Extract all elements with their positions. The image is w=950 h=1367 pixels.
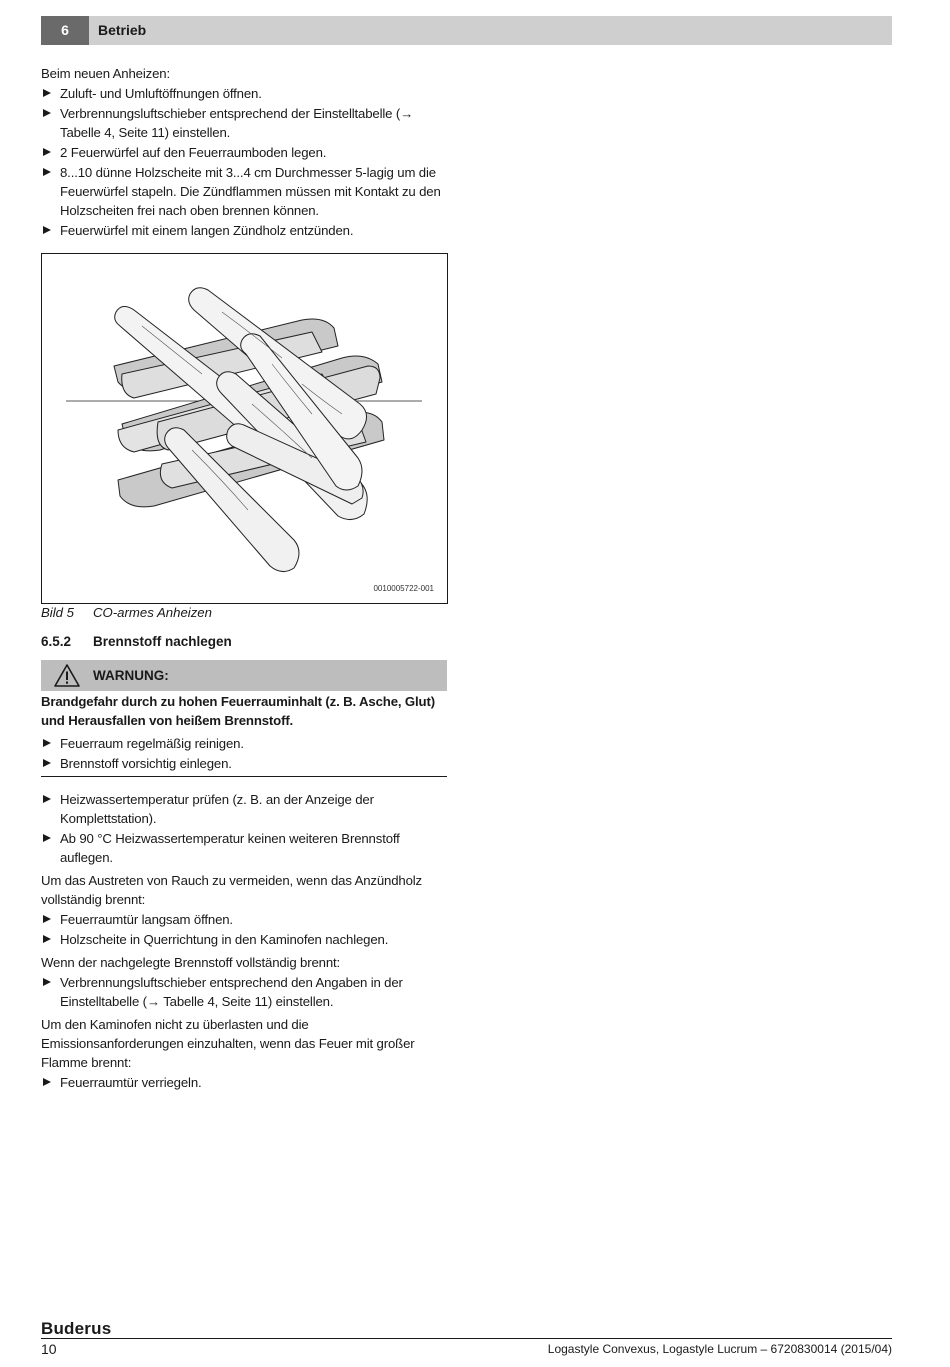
figure-caption-text: CO-armes Anheizen — [93, 605, 212, 620]
list-item: Holzscheite in Querrichtung in den Kaminofen nachlegen. — [41, 930, 448, 949]
list-item: Heizwassertemperatur prüfen (z. B. an der Anzeige der Komplettstation). — [41, 790, 448, 828]
warning-headline: Brandgefahr durch zu hohen Feuerrauminhalt (z. B. Asche, Glut) und Herausfallen von heißem Brennstoff. — [41, 694, 435, 728]
list-item: 2 Feuerwürfel auf den Feuerraumboden legen. — [41, 143, 448, 162]
list-item: Verbrennungsluftschieber entsprechend den Angaben in der Einstelltabelle (→ Tabelle 4, Seite 11) einstellen. — [41, 973, 448, 1011]
warning-triangle-icon — [53, 663, 81, 688]
warning-label: WARNUNG: — [93, 668, 169, 683]
figure-caption-number: Bild 5 — [41, 605, 74, 620]
intro-lead: Beim neuen Anheizen: — [41, 66, 170, 81]
page-number: 10 — [41, 1341, 57, 1357]
document-reference: Logastyle Convexus, Logastyle Lucrum – 6720830014 (2015/04) — [547, 1342, 892, 1356]
list-item: Ab 90 °C Heizwassertemperatur keinen weiteren Brennstoff auflegen. — [41, 829, 448, 867]
section-heading — [41, 634, 232, 649]
paragraph: Wenn der nachgelegte Brennstoff vollständig brennt: — [41, 955, 341, 970]
figure-log-stack — [41, 253, 448, 604]
chapter-number: 6 — [41, 16, 89, 45]
chapter-title: Betrieb — [98, 22, 147, 38]
list-item: Feuerraumtür verriegeln. — [41, 1073, 448, 1092]
footer-divider — [41, 1338, 892, 1339]
chapter-header — [41, 16, 892, 45]
paragraph: Um das Austreten von Rauch zu vermeiden, wenn das Anzündholz vollständig brennt: — [41, 873, 422, 907]
list-item: Feuerraumtür langsam öffnen. — [41, 910, 448, 929]
paragraph: Um den Kaminofen nicht zu überlasten und die Emissionsanforderungen einzuhalten, wenn das Feuer mit großer Flamme brennt: — [41, 1017, 415, 1070]
section-number: 6.5.2 — [41, 634, 72, 649]
figure-caption — [41, 605, 212, 620]
refuel-section — [41, 789, 448, 1092]
image-id: 0010005722-001 — [373, 584, 434, 593]
intro-section — [41, 64, 448, 240]
warning-body — [41, 692, 448, 773]
warning-divider — [41, 776, 447, 777]
log-stack-illustration — [42, 254, 447, 603]
list-item: Verbrennungsluftschieber entsprechend der Einstelltabelle (→ Tabelle 4, Seite 11) einstellen. — [41, 104, 448, 142]
list-item: Feuerraum regelmäßig reinigen. — [41, 734, 448, 753]
list-item: Brennstoff vorsichtig einlegen. — [41, 754, 448, 773]
list-item: Feuerwürfel mit einem langen Zündholz entzünden. — [41, 221, 448, 240]
section-title: Brennstoff nachlegen — [93, 634, 232, 649]
brand-logo: Buderus — [41, 1319, 112, 1338]
warning-bar — [41, 660, 447, 691]
list-item: Zuluft- und Umluftöffnungen öffnen. — [41, 84, 448, 103]
list-item: 8...10 dünne Holzscheite mit 3...4 cm Durchmesser 5-lagig um die Feuerwürfel stapeln. Die Zündflammen müssen mit Kontakt zu den Holzscheiten frei nach oben brennen können. — [41, 163, 448, 220]
